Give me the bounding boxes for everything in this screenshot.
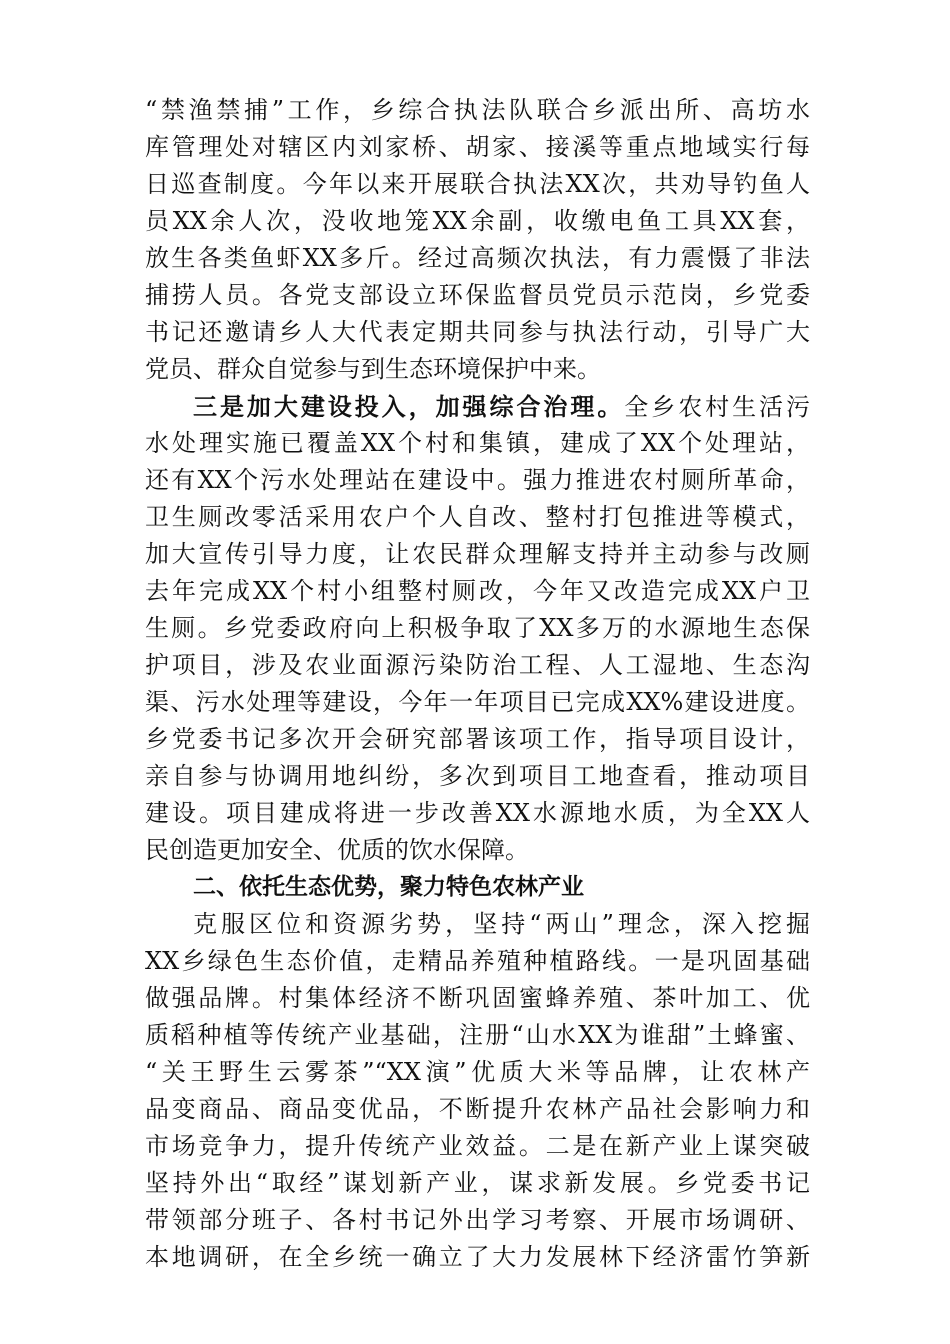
text-line: 捕捞人员。各党支部设立环保监督员党员示范岗，乡党委 [145, 281, 810, 309]
text-line: 库管理处对辖区内刘家桥、胡家、接溪等重点地域实行每 [145, 133, 810, 161]
text-line: 卫生厕改零活采用农户个人自改、整村打包推进等模式， [145, 503, 810, 531]
text-line: 党员、群众自觉参与到生态环境保护中来。 [145, 355, 601, 383]
text-line: 还有XX个污水处理站在建设中。强力推进农村厕所革命， [145, 466, 810, 494]
text-line: 带领部分班子、各村书记外出学习考察、开展市场调研、 [145, 1206, 810, 1234]
text-line: 坚持外出“取经”谋划新产业，谋求新发展。乡党委书记 [145, 1169, 810, 1197]
text-line: “关王野生云雾茶”“XX演”优质大米等品牌，让农林产 [145, 1058, 810, 1086]
text-line: “禁渔禁捕”工作，乡综合执法队联合乡派出所、高坊水 [145, 96, 810, 124]
text-line: 亲自参与协调用地纠纷，多次到项目工地查看，推动项目 [145, 762, 810, 790]
text-line: 市场竞争力，提升传统产业效益。二是在新产业上谋突破 [145, 1132, 810, 1160]
text-line: 本地调研，在全乡统一确立了大力发展林下经济雷竹笋新 [145, 1243, 810, 1271]
section-heading: 二、依托生态优势，聚力特色农林产业 [193, 874, 584, 900]
paragraph-lead-bold: 三是加大建设投入，加强综合治理。 [193, 392, 625, 421]
document-body [145, 92, 810, 1276]
text-line: 护项目，涉及农业面源污染防治工程、人工湿地、生态沟 [145, 651, 810, 679]
text-line: 加大宣传引导力度，让农民群众理解支持并主动参与改厕 [145, 540, 810, 568]
text-line: 品变商品、商品变优品，不断提升农林产品社会影响力和 [145, 1095, 810, 1123]
text-line: XX乡绿色生态价值，走精品养殖种植路线。一是巩固基础 [145, 947, 810, 975]
text-line: 乡党委书记多次开会研究部署该项工作，指导项目设计， [145, 725, 810, 753]
text-line: 日巡查制度。今年以来开展联合执法XX次，共劝导钓鱼人 [145, 170, 810, 198]
text-line: 克服区位和资源劣势，坚持“两山”理念，深入挖掘 [193, 910, 810, 938]
text-line: 民创造更加安全、优质的饮水保障。 [145, 836, 529, 864]
text-line: 建设。项目建成将进一步改善XX水源地水质，为全XX人 [145, 799, 810, 827]
text-line: 去年完成XX个村小组整村厕改，今年又改造完成XX户卫 [145, 577, 810, 605]
text-line: 书记还邀请乡人大代表定期共同参与执法行动，引导广大 [145, 318, 810, 346]
paragraph-lead-line [145, 388, 810, 425]
text-line: 水处理实施已覆盖XX个村和集镇，建成了XX个处理站， [145, 429, 810, 457]
paragraph-lead-rest: 全乡农村生活污 [624, 393, 811, 421]
text-line: 渠、污水处理等建设，今年一年项目已完成XX%建设进度。 [145, 688, 810, 716]
text-line: 员XX余人次，没收地笼XX余副，收缴电鱼工具XX套， [145, 207, 810, 235]
text-line: 生厕。乡党委政府向上积极争取了XX多万的水源地生态保 [145, 614, 810, 642]
text-line: 做强品牌。村集体经济不断巩固蜜蜂养殖、茶叶加工、优 [145, 984, 810, 1012]
text-line: 放生各类鱼虾XX多斤。经过高频次执法，有力震慑了非法 [145, 244, 810, 272]
text-line: 质稻种植等传统产业基础，注册“山水XX为谁甜”土蜂蜜、 [145, 1021, 810, 1049]
